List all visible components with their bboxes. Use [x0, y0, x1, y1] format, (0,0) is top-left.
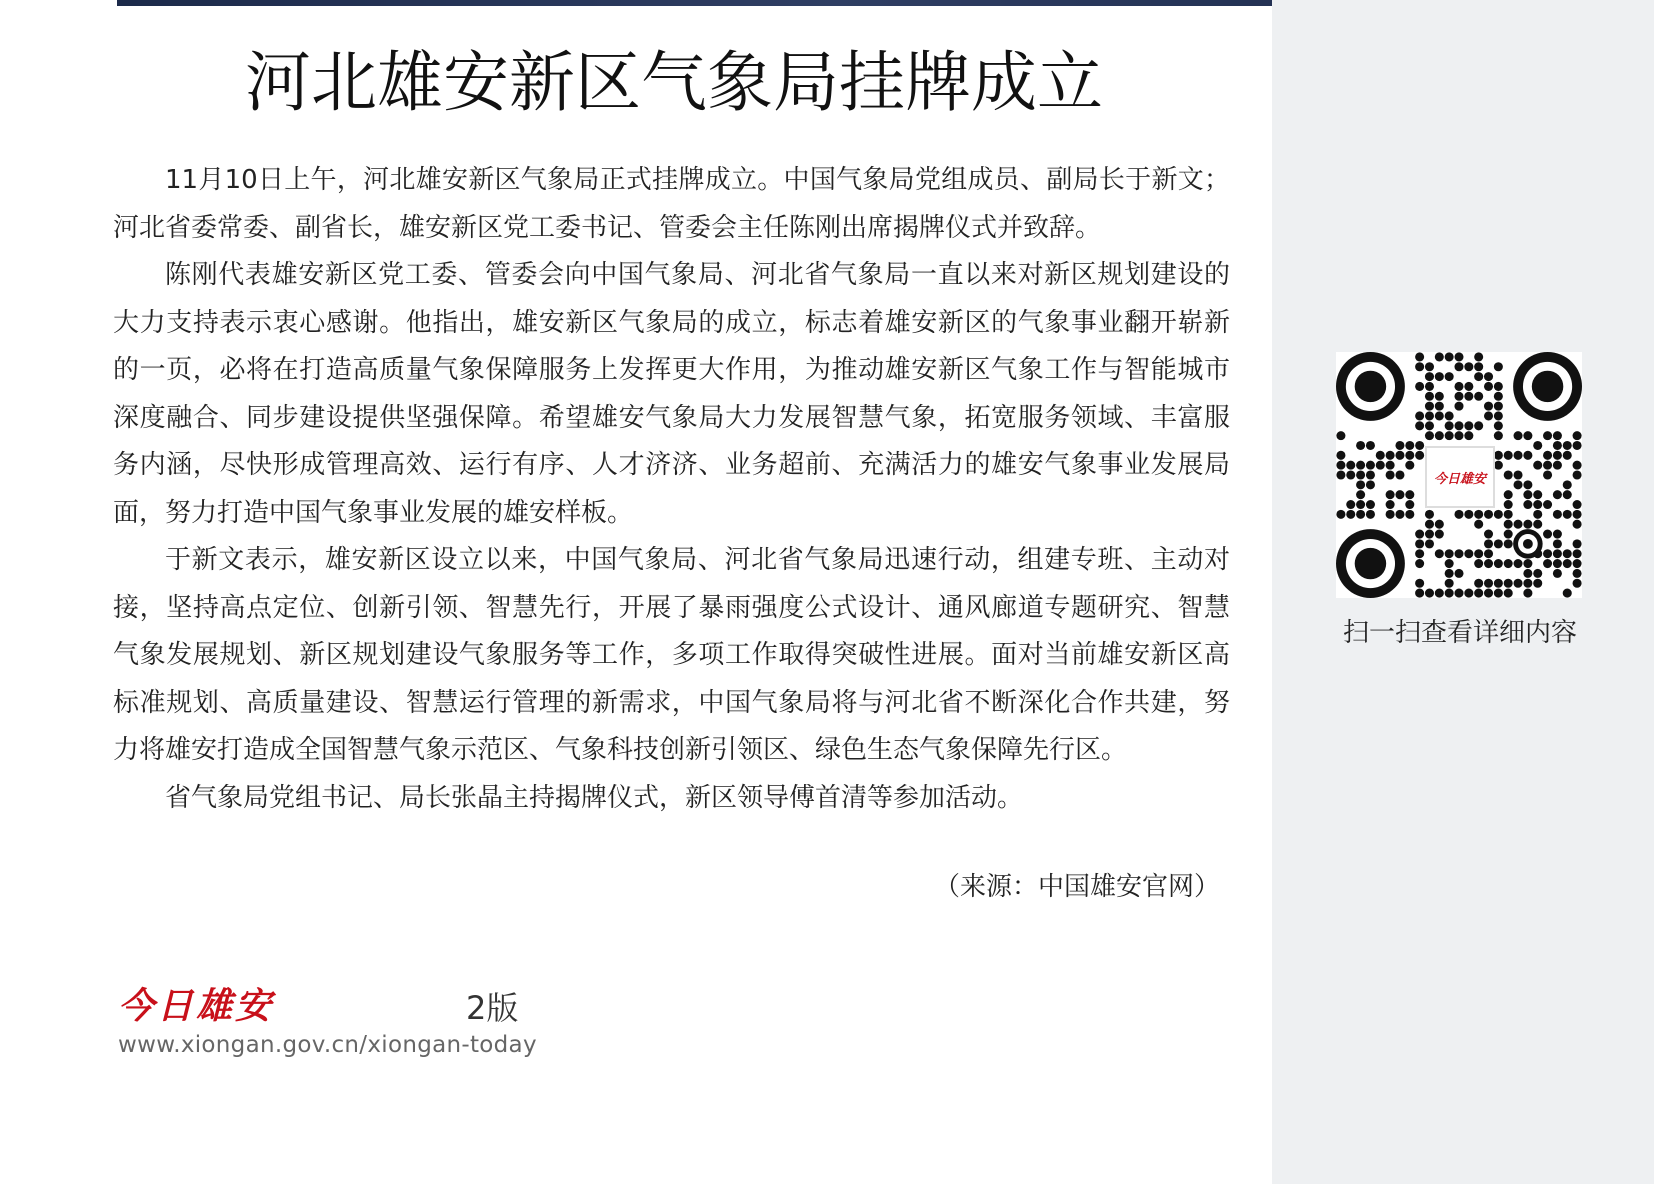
- qr-dot: [1543, 500, 1552, 509]
- qr-dot: [1425, 372, 1434, 381]
- qr-dot: [1366, 461, 1375, 470]
- qr-dot: [1504, 500, 1513, 509]
- qr-dot: [1454, 549, 1463, 558]
- qr-dot: [1484, 372, 1493, 381]
- qr-dot: [1415, 421, 1424, 430]
- qr-dot: [1454, 569, 1463, 578]
- qr-dot: [1523, 520, 1532, 529]
- qr-dot: [1474, 520, 1483, 529]
- qr-dot: [1523, 559, 1532, 568]
- qr-dot: [1346, 470, 1355, 479]
- qr-dot: [1454, 510, 1463, 519]
- qr-dot: [1494, 382, 1503, 391]
- qr-finder-ring: [1355, 371, 1386, 402]
- qr-dot: [1533, 579, 1542, 588]
- qr-dot: [1494, 579, 1503, 588]
- qr-dot: [1504, 539, 1513, 548]
- qr-dot: [1474, 589, 1483, 598]
- qr-dot: [1454, 402, 1463, 411]
- qr-dot: [1425, 402, 1434, 411]
- qr-dot: [1376, 461, 1385, 470]
- qr-dot: [1533, 490, 1542, 499]
- qr-dot: [1356, 490, 1365, 499]
- qr-dot: [1415, 382, 1424, 391]
- qr-dot: [1405, 490, 1414, 499]
- qr-dot: [1386, 510, 1395, 519]
- qr-dot: [1484, 382, 1493, 391]
- qr-dot: [1543, 470, 1552, 479]
- qr-dot: [1445, 352, 1454, 361]
- qr-dot: [1523, 480, 1532, 489]
- qr-dot: [1504, 579, 1513, 588]
- article-title: 河北雄安新区气象局挂牌成立: [245, 44, 1103, 121]
- qr-code[interactable]: [1336, 352, 1582, 598]
- qr-dot: [1336, 431, 1345, 440]
- qr-dot: [1415, 539, 1424, 548]
- qr-dot: [1553, 569, 1562, 578]
- qr-dot: [1494, 451, 1503, 460]
- qr-dot: [1425, 520, 1434, 529]
- qr-dot: [1474, 352, 1483, 361]
- qr-dot: [1494, 559, 1503, 568]
- qr-dot: [1425, 362, 1434, 371]
- qr-dot: [1573, 461, 1582, 470]
- qr-dot: [1425, 382, 1434, 391]
- qr-dot: [1464, 382, 1473, 391]
- qr-dot: [1563, 441, 1572, 450]
- qr-dot: [1464, 549, 1473, 558]
- qr-dot: [1366, 510, 1375, 519]
- qr-dot: [1445, 549, 1454, 558]
- qr-dot: [1346, 500, 1355, 509]
- qr-dot: [1454, 589, 1463, 598]
- qr-dot: [1573, 431, 1582, 440]
- qr-dot: [1366, 500, 1375, 509]
- qr-dot: [1523, 451, 1532, 460]
- qr-dot: [1553, 510, 1562, 519]
- qr-dot: [1573, 539, 1582, 548]
- qr-dot: [1494, 461, 1503, 470]
- qr-dot: [1523, 490, 1532, 499]
- qr-dot: [1445, 579, 1454, 588]
- qr-dot: [1484, 549, 1493, 558]
- qr-dot: [1514, 480, 1523, 489]
- qr-dot: [1336, 461, 1345, 470]
- footer-logo: 今日雄安: [118, 985, 275, 1027]
- qr-dot: [1484, 589, 1493, 598]
- qr-dot: [1504, 490, 1513, 499]
- qr-dot: [1484, 402, 1493, 411]
- qr-dot: [1484, 530, 1493, 539]
- qr-dot: [1533, 520, 1542, 529]
- qr-dot: [1435, 530, 1444, 539]
- qr-dot: [1543, 461, 1552, 470]
- qr-dot: [1494, 362, 1503, 371]
- qr-dot: [1445, 372, 1454, 381]
- qr-dot: [1336, 510, 1345, 519]
- qr-dot: [1454, 362, 1463, 371]
- qr-dot: [1425, 510, 1434, 519]
- qr-dot: [1386, 470, 1395, 479]
- qr-dot: [1435, 520, 1444, 529]
- qr-dot: [1356, 461, 1365, 470]
- qr-dot: [1533, 510, 1542, 519]
- qr-dot: [1514, 470, 1523, 479]
- qr-dot: [1573, 500, 1582, 509]
- qr-dot: [1346, 510, 1355, 519]
- qr-dot: [1405, 510, 1414, 519]
- qr-dot: [1494, 402, 1503, 411]
- qr-dot: [1573, 559, 1582, 568]
- qr-dot: [1356, 480, 1365, 489]
- qr-dot: [1514, 559, 1523, 568]
- qr-dot: [1494, 392, 1503, 401]
- qr-dot: [1415, 549, 1424, 558]
- qr-dot: [1435, 392, 1444, 401]
- qr-dot: [1504, 589, 1513, 598]
- qr-dot: [1366, 441, 1375, 450]
- qr-dot: [1415, 411, 1424, 420]
- qr-dot: [1553, 431, 1562, 440]
- qr-dot: [1454, 352, 1463, 361]
- qr-dot: [1553, 490, 1562, 499]
- qr-dot: [1445, 431, 1454, 440]
- qr-dot: [1405, 451, 1414, 460]
- qr-dot: [1563, 589, 1572, 598]
- qr-dot: [1464, 421, 1473, 430]
- qr-dot: [1425, 392, 1434, 401]
- qr-dot: [1494, 510, 1503, 519]
- qr-dot: [1376, 451, 1385, 460]
- qr-dot: [1474, 559, 1483, 568]
- qr-dot: [1533, 461, 1542, 470]
- qr-dot: [1356, 500, 1365, 509]
- qr-dot: [1425, 589, 1434, 598]
- qr-dot: [1435, 549, 1444, 558]
- qr-dot: [1573, 520, 1582, 529]
- qr-dot: [1464, 392, 1473, 401]
- article-paragraph: 于新文表示，雄安新区设立以来，中国气象局、河北省气象局迅速行动，组建专班、主动对接，坚持高点定位、创新引领、智慧先行，开展了暴雨强度公式设计、通风廊道专题研究、智慧气象发展规划、新区规划建设气象服务等工作，多项工作取得突破性进展。面对当前雄安新区高标准规划、高质量建设、智慧运行管理的新需求，中国气象局将与河北省不断深化合作共建，努力将雄安打造成全国智慧气象示范区、气象科技创新引领区、绿色生态气象保障先行区。: [113, 545, 1230, 765]
- qr-dot: [1494, 589, 1503, 598]
- qr-dot: [1504, 530, 1513, 539]
- qr-dot: [1573, 441, 1582, 450]
- qr-dot: [1474, 392, 1483, 401]
- article-paragraph: 11月10日上午，河北雄安新区气象局正式挂牌成立。中国气象局党组成员、副局长于新文；河北省委常委、副省长，雄安新区党工委书记、管委会主任陈刚出席揭牌仪式并致辞。: [113, 165, 1230, 243]
- qr-dot: [1415, 559, 1424, 568]
- qr-dot: [1425, 431, 1434, 440]
- qr-dot: [1445, 589, 1454, 598]
- qr-dot: [1484, 539, 1493, 548]
- qr-dot: [1336, 470, 1345, 479]
- qr-dot: [1464, 589, 1473, 598]
- qr-dot: [1425, 539, 1434, 548]
- qr-dot: [1563, 490, 1572, 499]
- qr-finder-ring: [1355, 548, 1386, 579]
- qr-dot: [1415, 530, 1424, 539]
- qr-dot: [1415, 441, 1424, 450]
- qr-dot: [1425, 421, 1434, 430]
- qr-dot: [1553, 461, 1562, 470]
- qr-dot: [1415, 352, 1424, 361]
- qr-dot: [1523, 579, 1532, 588]
- qr-dot: [1415, 579, 1424, 588]
- qr-dot: [1523, 589, 1532, 598]
- qr-dot: [1543, 431, 1552, 440]
- qr-dot: [1346, 461, 1355, 470]
- qr-dot: [1454, 392, 1463, 401]
- qr-dot: [1474, 510, 1483, 519]
- qr-dot: [1386, 461, 1395, 470]
- qr-dot: [1543, 549, 1552, 558]
- qr-dot: [1386, 490, 1395, 499]
- qr-dot: [1523, 569, 1532, 578]
- qr-dot: [1504, 451, 1513, 460]
- qr-dot: [1395, 451, 1404, 460]
- qr-finder-ring: [1532, 371, 1563, 402]
- qr-dot: [1474, 579, 1483, 588]
- qr-dot: [1405, 461, 1414, 470]
- qr-dot: [1474, 421, 1483, 430]
- qr-dot: [1445, 411, 1454, 420]
- qr-dot: [1435, 431, 1444, 440]
- qr-dot: [1553, 559, 1562, 568]
- qr-dot: [1573, 510, 1582, 519]
- qr-dot: [1474, 362, 1483, 371]
- qr-dot: [1523, 431, 1532, 440]
- qr-dot: [1543, 451, 1552, 460]
- qr-dot: [1435, 589, 1444, 598]
- qr-dot: [1553, 539, 1562, 548]
- qr-dot: [1494, 421, 1503, 430]
- qr-dot: [1533, 569, 1542, 578]
- qr-dot: [1386, 500, 1395, 509]
- qr-alignment-marker: [1523, 539, 1533, 549]
- qr-dot: [1553, 451, 1562, 460]
- qr-dot: [1415, 362, 1424, 371]
- qr-center-logo: 今日雄安: [1425, 446, 1495, 508]
- qr-dot: [1464, 431, 1473, 440]
- qr-dot: [1484, 411, 1493, 420]
- qr-dot: [1415, 589, 1424, 598]
- edition-label: 2版: [466, 989, 519, 1027]
- qr-dot: [1454, 431, 1463, 440]
- qr-dot: [1494, 431, 1503, 440]
- qr-dot: [1504, 559, 1513, 568]
- qr-dot: [1454, 421, 1463, 430]
- qr-dot: [1435, 402, 1444, 411]
- qr-dot: [1445, 559, 1454, 568]
- qr-dot: [1395, 470, 1404, 479]
- qr-dot: [1573, 470, 1582, 479]
- qr-dot: [1494, 539, 1503, 548]
- qr-dot: [1523, 500, 1532, 509]
- qr-dot: [1356, 510, 1365, 519]
- qr-dot: [1543, 530, 1552, 539]
- qr-dot: [1533, 441, 1542, 450]
- qr-dot: [1464, 510, 1473, 519]
- qr-dot: [1563, 549, 1572, 558]
- qr-dot: [1474, 372, 1483, 381]
- qr-dot: [1366, 470, 1375, 479]
- qr-dot: [1464, 362, 1473, 371]
- qr-dot: [1563, 510, 1572, 519]
- qr-dot: [1494, 411, 1503, 420]
- qr-caption: 扫一扫查看详细内容: [1342, 618, 1577, 648]
- qr-dot: [1395, 441, 1404, 450]
- qr-dot: [1553, 530, 1562, 539]
- qr-dot: [1474, 549, 1483, 558]
- qr-dot: [1336, 451, 1345, 460]
- qr-dot: [1484, 510, 1493, 519]
- qr-dot: [1484, 579, 1493, 588]
- article-body: [113, 157, 1230, 822]
- qr-dot: [1356, 441, 1365, 450]
- qr-dot: [1454, 382, 1463, 391]
- qr-dot: [1573, 579, 1582, 588]
- qr-dot: [1405, 500, 1414, 509]
- qr-dot: [1445, 569, 1454, 578]
- qr-dot: [1514, 451, 1523, 460]
- qr-dot: [1573, 549, 1582, 558]
- qr-dot: [1386, 451, 1395, 460]
- qr-dot: [1563, 451, 1572, 460]
- qr-dot: [1415, 451, 1424, 460]
- qr-dot: [1514, 579, 1523, 588]
- qr-dot: [1514, 520, 1523, 529]
- article-paragraph: 省气象局党组书记、局长张晶主持揭牌仪式，新区领导傅首清等参加活动。: [165, 782, 1024, 813]
- qr-dot: [1425, 411, 1434, 420]
- qr-dot: [1395, 490, 1404, 499]
- qr-dot: [1543, 559, 1552, 568]
- qr-dot: [1553, 441, 1562, 450]
- qr-dot: [1533, 500, 1542, 509]
- qr-dot: [1573, 569, 1582, 578]
- qr-dot: [1435, 411, 1444, 420]
- qr-dot: [1553, 549, 1562, 558]
- qr-dot: [1435, 372, 1444, 381]
- footer-url[interactable]: www.xiongan.gov.cn/xiongan-today: [118, 1032, 537, 1058]
- qr-dot: [1563, 480, 1572, 489]
- article-source: （来源：中国雄安官网）: [933, 872, 1220, 902]
- article-paragraph: 陈刚代表雄安新区党工委、管委会向中国气象局、河北省气象局一直以来对新区规划建设的大力支持表示衷心感谢。他指出，雄安新区气象局的成立，标志着雄安新区的气象事业翻开崭新的一页，必将在打造高质量气象保障服务上发挥更大作用，为推动雄安新区气象工作与智能城市深度融合、同步建设提供坚强保障。希望雄安气象局大力发展智慧气象，拓宽服务领域、丰富服务内涵，尽快形成管理高效、运行有序、人才济济、业务超前、充满活力的雄安气象事业发展局面，努力打造中国气象事业发展的雄安样板。: [113, 260, 1230, 528]
- qr-dot: [1356, 470, 1365, 479]
- qr-dot: [1425, 530, 1434, 539]
- qr-dot: [1435, 352, 1444, 361]
- qr-dot: [1504, 520, 1513, 529]
- qr-dot: [1504, 470, 1513, 479]
- qr-dot: [1405, 441, 1414, 450]
- qr-dot: [1445, 421, 1454, 430]
- qr-dot: [1563, 559, 1572, 568]
- qr-dot: [1504, 510, 1513, 519]
- qr-dot: [1366, 480, 1375, 489]
- qr-dot: [1514, 431, 1523, 440]
- qr-dot: [1395, 510, 1404, 519]
- qr-dot: [1484, 559, 1493, 568]
